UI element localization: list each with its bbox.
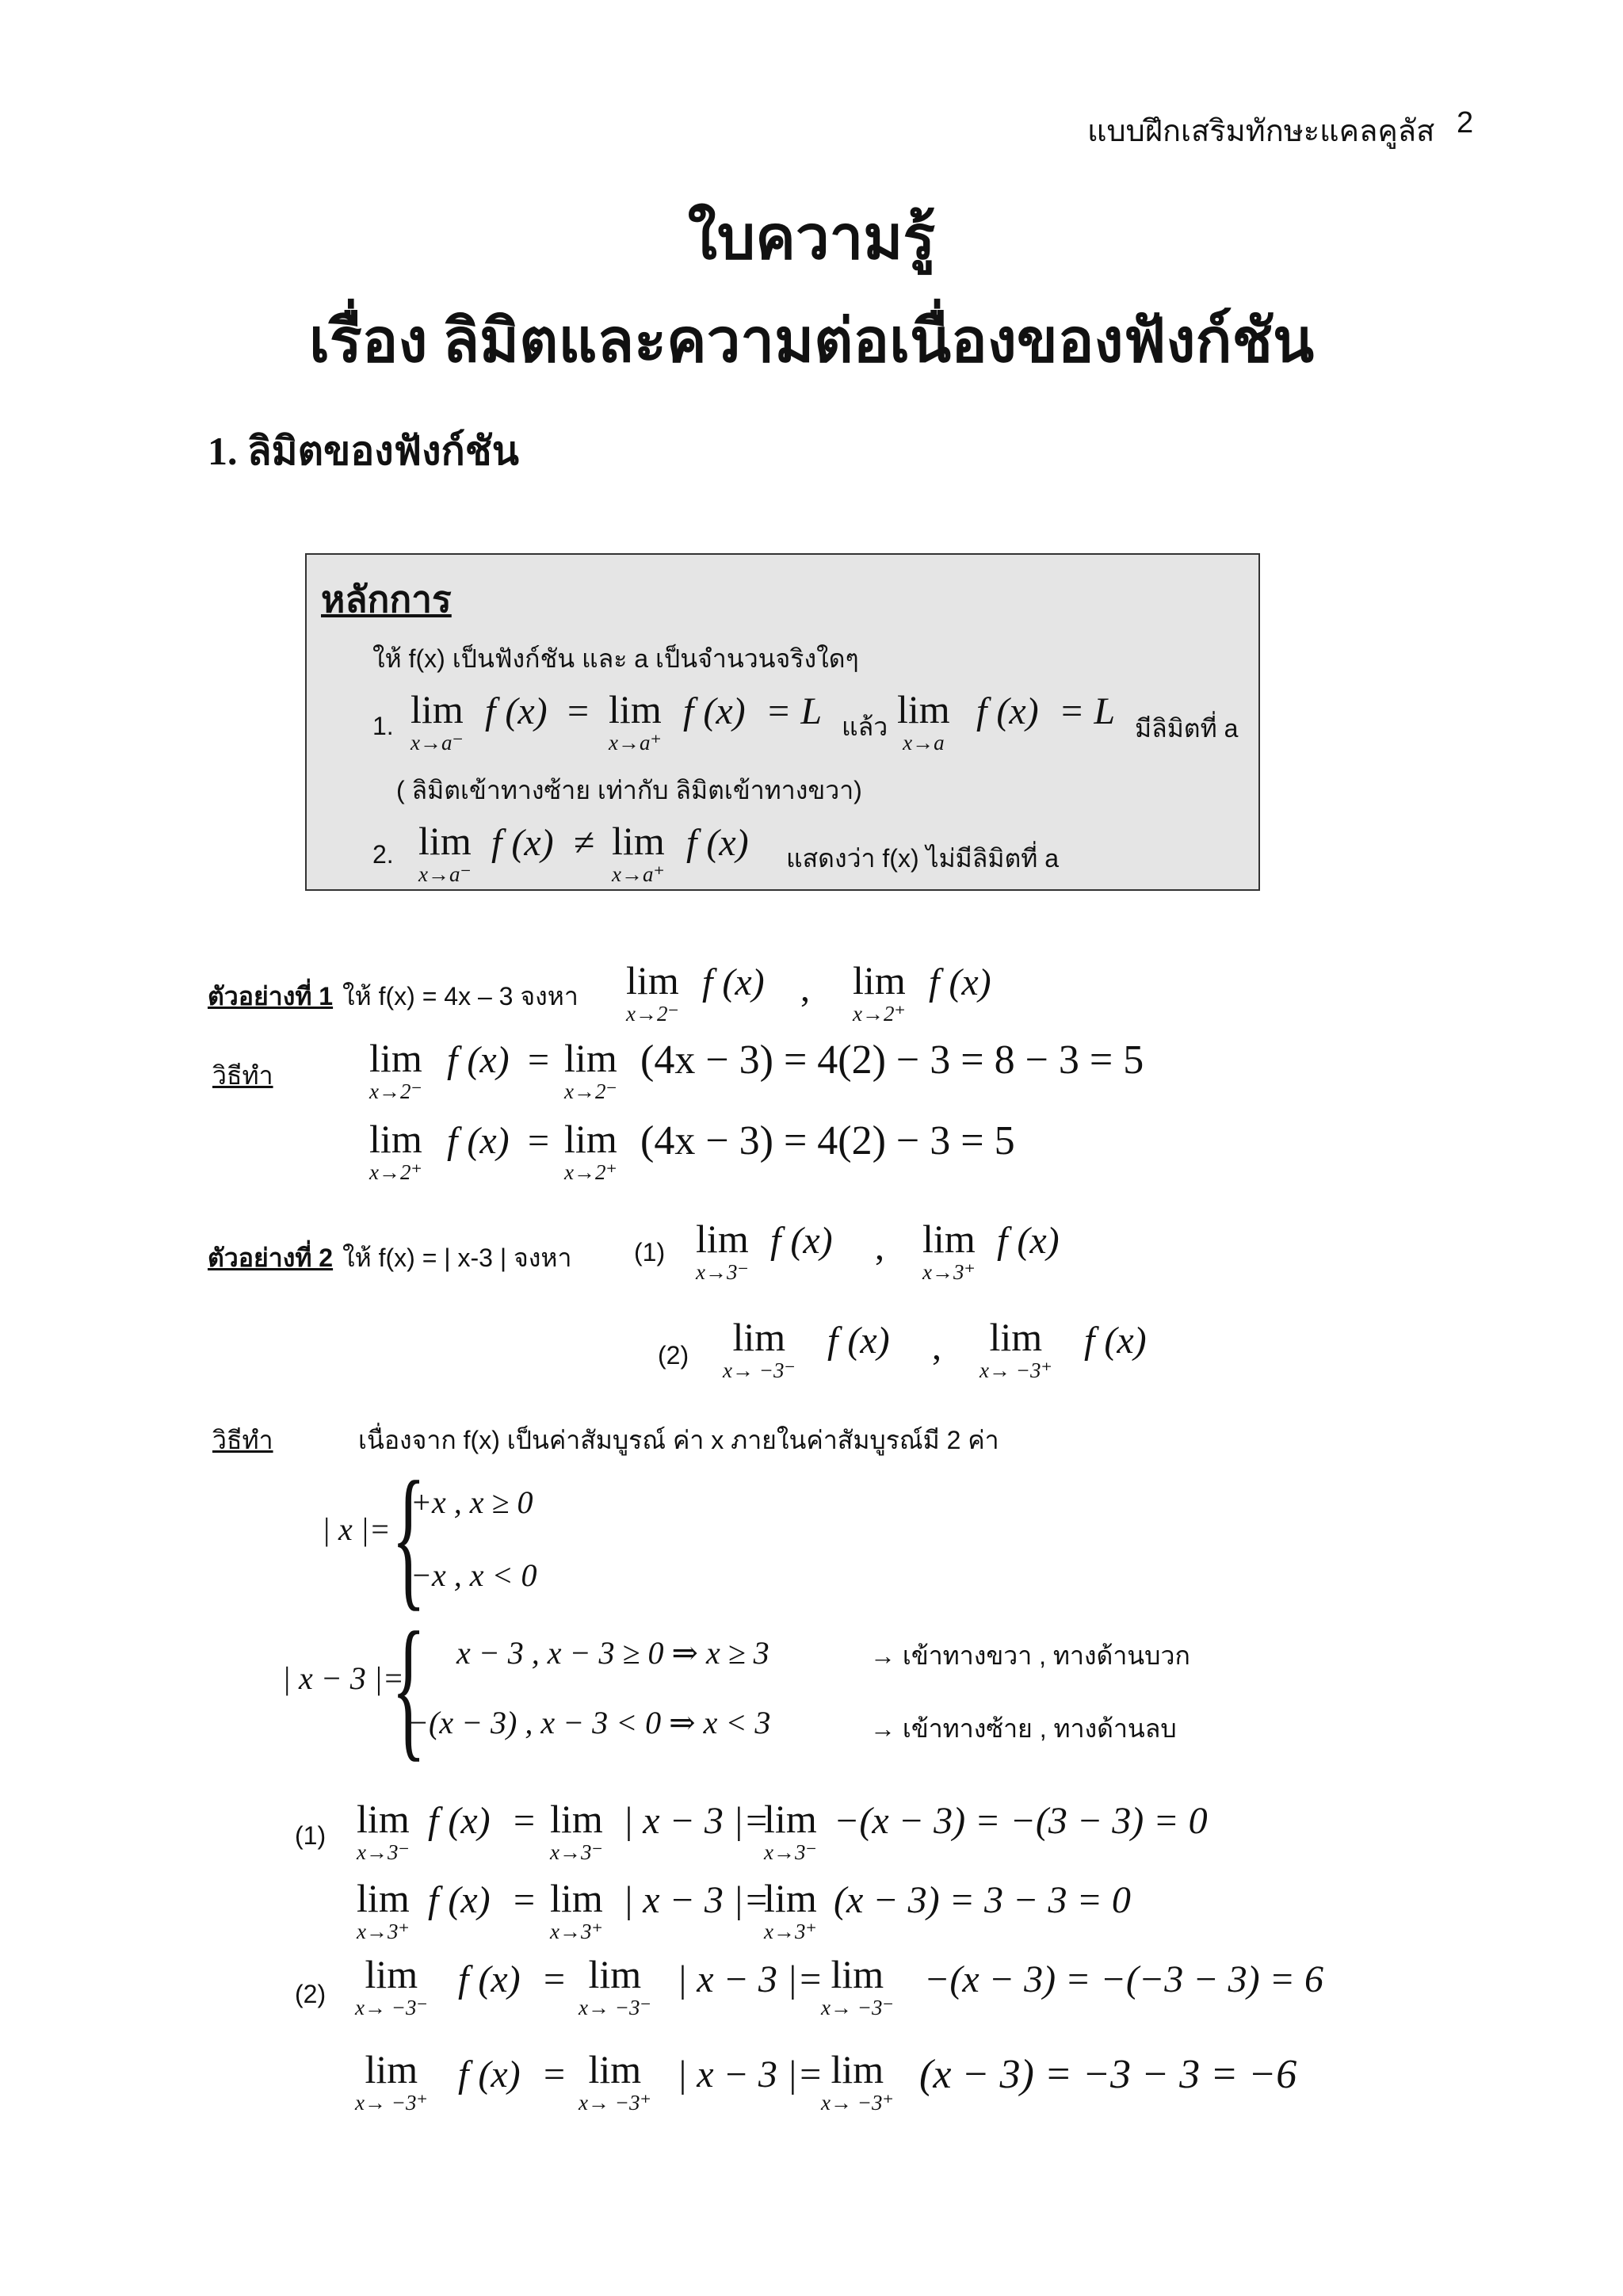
limit-expression: lim x→2⁻: [369, 1036, 422, 1103]
principle-heading: หลักการ: [321, 579, 452, 620]
function-fx: f (x): [428, 1879, 491, 1921]
limit-expression: lim x→3⁺: [357, 1876, 410, 1943]
example2-part1: (1): [634, 1238, 666, 1266]
limit-expression: lim x→a⁻: [418, 819, 472, 886]
limit-expression: lim x→a⁺: [612, 819, 665, 886]
solution-part1: (1): [295, 1821, 327, 1850]
principle-item2-number: 2.: [372, 840, 394, 869]
left-brace-icon: {: [391, 1600, 426, 1775]
limit-expression: lim x→2⁺: [369, 1117, 422, 1184]
function-fx: f (x): [686, 822, 749, 864]
limit-expression: lim x→ −3⁺: [355, 2047, 428, 2115]
principle-item1-note: ( ลิมิตเข้าทางซ้าย เท่ากับ ลิมิตเข้าทางขวา): [396, 776, 862, 804]
page-title: ใบความรู้: [687, 205, 936, 272]
case-positive-x: +x , x ≥ 0: [411, 1484, 533, 1520]
limit-expression: lim x→3⁻: [696, 1217, 749, 1284]
principle-item1-result: มีลิมิตที่ a: [1135, 714, 1239, 743]
function-fx: f (x): [447, 1120, 510, 1162]
function-fx: f (x): [770, 1220, 833, 1262]
limit-expression: lim x→ −3⁺: [579, 2047, 651, 2115]
case-negative-x3: −(x − 3) , x − 3 < 0 ⇒ x < 3: [407, 1705, 771, 1740]
limit-expression: lim x→ −3⁺: [980, 1315, 1052, 1382]
function-fx: f (x): [447, 1039, 510, 1081]
case-negative-x: −x , x < 0: [411, 1557, 537, 1593]
equals-sign: =: [567, 690, 590, 732]
function-fx: f (x): [485, 690, 548, 732]
function-fx: f (x): [929, 961, 991, 1003]
solution2-left-result: −(x − 3) = −(−3 − 3) = 6: [924, 1958, 1323, 2000]
comma: ,: [800, 968, 810, 1010]
function-fx: f (x): [1084, 1320, 1147, 1362]
limit-expression: lim x→3⁺: [922, 1217, 976, 1284]
function-fx: f (x): [683, 690, 746, 732]
principle-intro: ให้ f(x) เป็นฟังก์ชัน และ a เป็นจำนวนจริงใดๆ: [372, 644, 859, 673]
limit-expression: lim x→2⁻: [564, 1036, 617, 1103]
abs-x-label: | x |=: [322, 1511, 391, 1547]
right-approach-note: → เข้าทางขวา , ทางด้านบวก: [870, 1641, 1190, 1670]
function-fx: f (x): [827, 1320, 890, 1362]
example2-part2: (2): [658, 1341, 689, 1370]
example1-given: ให้ f(x) = 4x – 3 จงหา: [342, 982, 579, 1010]
limit-expression: lim x→3⁺: [550, 1876, 603, 1943]
limit-expression: lim x→3⁻: [550, 1797, 603, 1864]
solution-part2: (2): [295, 1980, 327, 2008]
function-fx: f (x): [976, 690, 1039, 732]
not-equal-sign: ≠: [574, 822, 595, 864]
solution1-right-result: (x − 3) = 3 − 3 = 0: [834, 1879, 1131, 1921]
left-approach-note: → เข้าทางซ้าย , ทางด้านลบ: [870, 1714, 1177, 1743]
equals-sign: =: [514, 1879, 536, 1921]
equals-sign: =: [528, 1120, 550, 1162]
equals-L: = L: [766, 690, 823, 732]
function-fx: f (x): [458, 2053, 521, 2095]
limit-expression: lim x→3⁺: [764, 1876, 817, 1943]
function-fx: f (x): [702, 961, 765, 1003]
principle-item1-number: 1.: [372, 712, 394, 740]
limit-expression: lim x→a⁻: [411, 687, 464, 755]
example1-right-limit-result: (4x − 3) = 4(2) − 3 = 5: [640, 1118, 1015, 1163]
limit-expression: lim x→ −3⁻: [723, 1315, 796, 1382]
limit-expression: lim x→a: [897, 687, 950, 755]
abs-x3-label: | x − 3 |=: [282, 1660, 404, 1696]
absolute-value-expression: | x − 3 |=: [623, 1800, 769, 1842]
page-subtitle: เรื่อง ลิมิตและความต่อเนื่องของฟังก์ชัน: [308, 308, 1315, 375]
solution2-right-result: (x − 3) = −3 − 3 = −6: [919, 2052, 1297, 2097]
function-fx: f (x): [491, 822, 554, 864]
comma: ,: [875, 1226, 884, 1268]
limit-expression: lim x→ −3⁺: [821, 2047, 894, 2115]
absolute-value-expression: | x − 3 |=: [677, 2053, 823, 2095]
limit-expression: lim x→ −3⁻: [579, 1952, 651, 2019]
left-brace-icon: {: [391, 1450, 426, 1625]
function-fx: f (x): [428, 1800, 491, 1842]
function-fx: f (x): [458, 1958, 521, 2000]
limit-expression: lim x→ −3⁻: [821, 1952, 894, 2019]
example2-label: ตัวอย่างที่ 2: [208, 1244, 334, 1272]
comma: ,: [932, 1326, 941, 1368]
limit-expression: lim x→2⁻: [626, 958, 679, 1026]
limit-expression: lim x→a⁺: [609, 687, 662, 755]
limit-expression: lim x→ −3⁻: [355, 1952, 428, 2019]
equals-sign: =: [544, 2053, 566, 2095]
page-number: 2: [1457, 106, 1474, 139]
limit-expression: lim x→3⁻: [764, 1797, 817, 1864]
equals-L: = L: [1059, 690, 1116, 732]
book-title: แบบฝึกเสริมทักษะแคลคูลัส: [1087, 115, 1435, 148]
principle-item2-result: แสดงว่า f(x) ไม่มีลิมิตที่ a: [786, 844, 1060, 873]
absolute-value-expression: | x − 3 |=: [677, 1958, 823, 2000]
example2-solution-label: วิธีทำ: [212, 1426, 273, 1454]
limit-expression: lim x→2⁺: [853, 958, 906, 1026]
equals-sign: =: [514, 1800, 536, 1842]
example2-given: ให้ f(x) = | x-3 | จงหา: [342, 1244, 572, 1272]
example2-explain: เนื่องจาก f(x) เป็นค่าสัมบูรณ์ ค่า x ภายในค่าสัมบูรณ์มี 2 ค่า: [358, 1426, 999, 1454]
case-positive-x3: x − 3 , x − 3 ≥ 0 ⇒ x ≥ 3: [456, 1635, 769, 1671]
absolute-value-expression: | x − 3 |=: [623, 1879, 769, 1921]
example1-solution-label: วิธีทำ: [212, 1061, 273, 1090]
then-word: แล้ว: [842, 712, 888, 741]
solution1-left-result: −(x − 3) = −(3 − 3) = 0: [834, 1800, 1208, 1842]
limit-expression: lim x→2⁺: [564, 1117, 617, 1184]
limit-expression: lim x→3⁻: [357, 1797, 410, 1864]
example1-label: ตัวอย่างที่ 1: [208, 982, 334, 1010]
equals-sign: =: [528, 1039, 550, 1081]
equals-sign: =: [544, 1958, 566, 2000]
section-heading: 1. ลิมิตของฟังก์ชัน: [208, 429, 519, 473]
function-fx: f (x): [997, 1220, 1060, 1262]
example1-left-limit-result: (4x − 3) = 4(2) − 3 = 8 − 3 = 5: [640, 1037, 1144, 1083]
